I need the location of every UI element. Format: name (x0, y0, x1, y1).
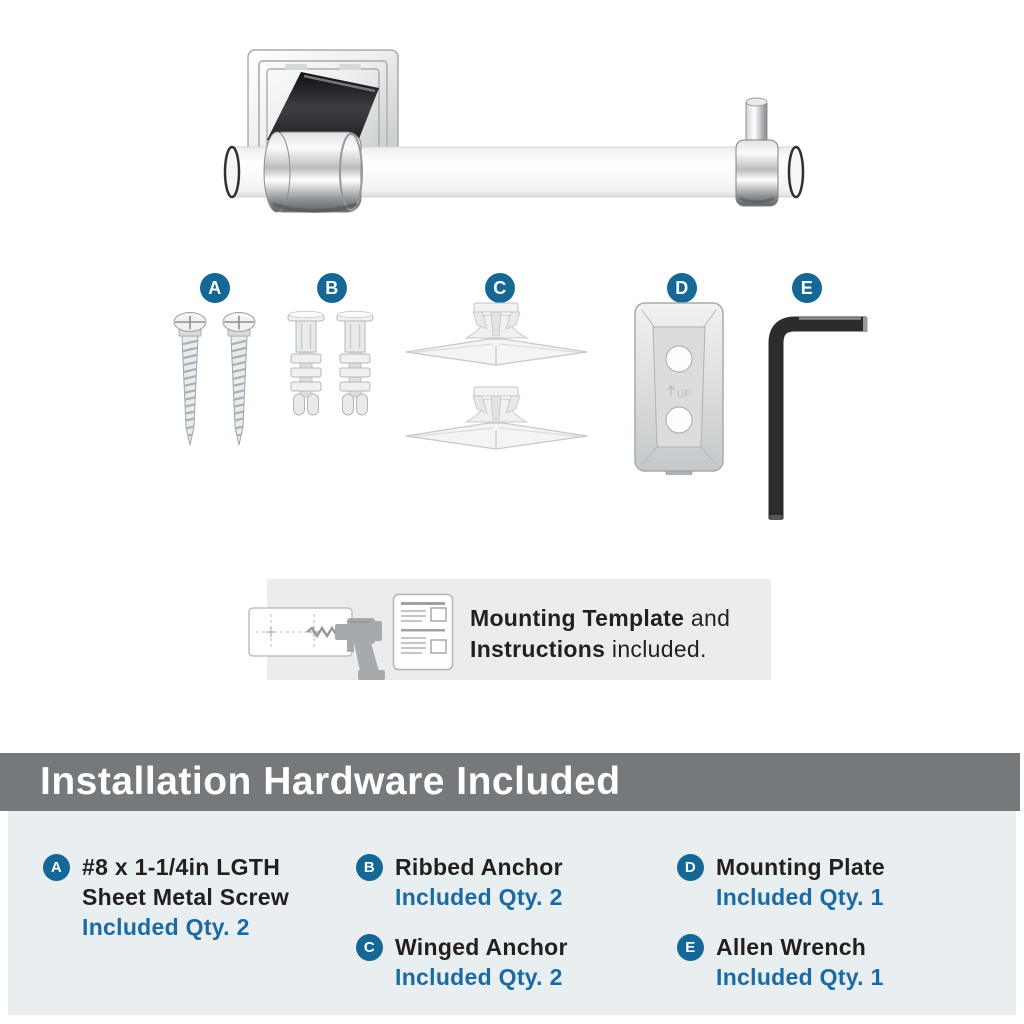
legend-badge-a: A (43, 854, 70, 881)
part-badge-c: C (485, 273, 515, 303)
legend-badge-e: E (677, 934, 704, 961)
legend-e-qty: Included Qty. 1 (716, 964, 884, 990)
legend-b-name: Ribbed Anchor (395, 854, 563, 880)
instructions-document-icon (392, 593, 454, 671)
drill-template-icon (247, 591, 389, 681)
legend-item-b (356, 852, 563, 912)
legend-c-qty: Included Qty. 2 (395, 964, 563, 990)
part-badge-b: B (317, 273, 347, 303)
part-badge-e: E (792, 273, 822, 303)
legend-a-qty: Included Qty. 2 (82, 914, 250, 940)
ribbed-anchors-icon (283, 306, 378, 420)
legend-item-c (356, 932, 568, 992)
hardware-legend-panel (8, 811, 1016, 1015)
winged-anchors-icon (403, 296, 593, 460)
part-badge-d: D (667, 273, 697, 303)
legend-b-qty: Included Qty. 2 (395, 884, 563, 910)
end-post (736, 98, 778, 206)
legend-c-name: Winged Anchor (395, 934, 568, 960)
legend-item-e (677, 932, 884, 992)
section-banner (0, 753, 1020, 811)
pivot-barrel (264, 132, 362, 212)
plate-up-engraving: UP (677, 389, 691, 400)
part-badge-a: A (200, 273, 230, 303)
legend-d-qty: Included Qty. 1 (716, 884, 884, 910)
legend-badge-b: B (356, 854, 383, 881)
legend-d-name: Mounting Plate (716, 854, 886, 880)
mounting-plate-icon (633, 301, 725, 475)
legend-badge-d: D (677, 854, 704, 881)
toilet-paper-holder-illustration (195, 28, 820, 233)
section-title: Installation Hardware Included (40, 760, 621, 803)
legend-item-d (677, 852, 885, 912)
legend-a-name-line1: #8 x 1-1/4in LGTH (82, 854, 281, 880)
mounting-template-note: Mounting Template and Instructions included. (470, 605, 731, 662)
legend-item-a (43, 852, 289, 942)
legend-a-name-line2: Sheet Metal Screw (82, 884, 290, 910)
allen-wrench-icon (763, 303, 873, 523)
sheet-metal-screws-icon (165, 303, 265, 455)
legend-badge-c: C (356, 934, 383, 961)
legend-e-name: Allen Wrench (716, 934, 867, 960)
